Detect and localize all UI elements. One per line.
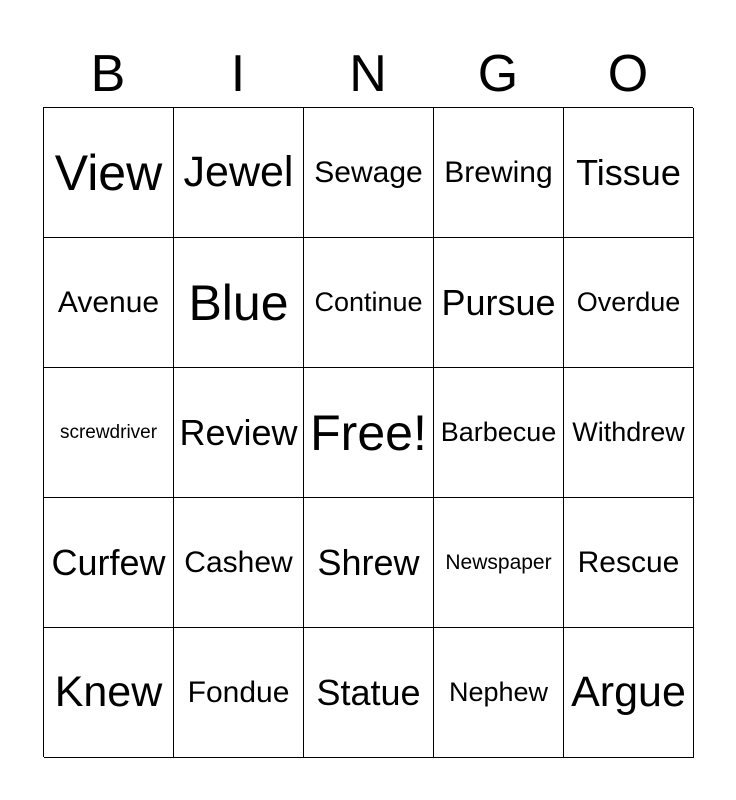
bingo-cell[interactable]: Withdrew bbox=[564, 368, 694, 498]
bingo-cell[interactable]: Nephew bbox=[434, 628, 564, 758]
bingo-cell[interactable]: Argue bbox=[564, 628, 694, 758]
header-letter-i: I bbox=[230, 45, 246, 103]
bingo-board bbox=[43, 107, 693, 757]
bingo-cell[interactable]: Tissue bbox=[564, 108, 694, 238]
bingo-cell[interactable]: Review bbox=[174, 368, 304, 498]
free-space-cell[interactable]: Free! bbox=[304, 368, 434, 498]
bingo-cell[interactable]: Rescue bbox=[564, 498, 694, 628]
bingo-cell[interactable]: Continue bbox=[304, 238, 434, 368]
bingo-cell[interactable]: screwdriver bbox=[44, 368, 174, 498]
bingo-cell[interactable]: Avenue bbox=[44, 238, 174, 368]
bingo-cell[interactable]: Jewel bbox=[174, 108, 304, 238]
bingo-cell[interactable]: Newspaper bbox=[434, 498, 564, 628]
bingo-cell[interactable]: Blue bbox=[174, 238, 304, 368]
header-letter-n: N bbox=[349, 45, 387, 103]
bingo-cell[interactable]: Curfew bbox=[44, 498, 174, 628]
bingo-cell[interactable]: Knew bbox=[44, 628, 174, 758]
bingo-cell[interactable]: Pursue bbox=[434, 238, 564, 368]
bingo-cell[interactable]: Barbecue bbox=[434, 368, 564, 498]
bingo-cell[interactable]: View bbox=[44, 108, 174, 238]
bingo-cell[interactable]: Shrew bbox=[304, 498, 434, 628]
bingo-cell[interactable]: Cashew bbox=[174, 498, 304, 628]
bingo-header bbox=[43, 42, 693, 106]
bingo-cell[interactable]: Statue bbox=[304, 628, 434, 758]
header-letter-g: G bbox=[477, 45, 519, 103]
bingo-cell[interactable]: Overdue bbox=[564, 238, 694, 368]
bingo-cell[interactable]: Sewage bbox=[304, 108, 434, 238]
bingo-cell[interactable]: Fondue bbox=[174, 628, 304, 758]
header-letter-b: B bbox=[90, 45, 126, 103]
header-letter-o: O bbox=[607, 45, 649, 103]
bingo-cell[interactable]: Brewing bbox=[434, 108, 564, 238]
